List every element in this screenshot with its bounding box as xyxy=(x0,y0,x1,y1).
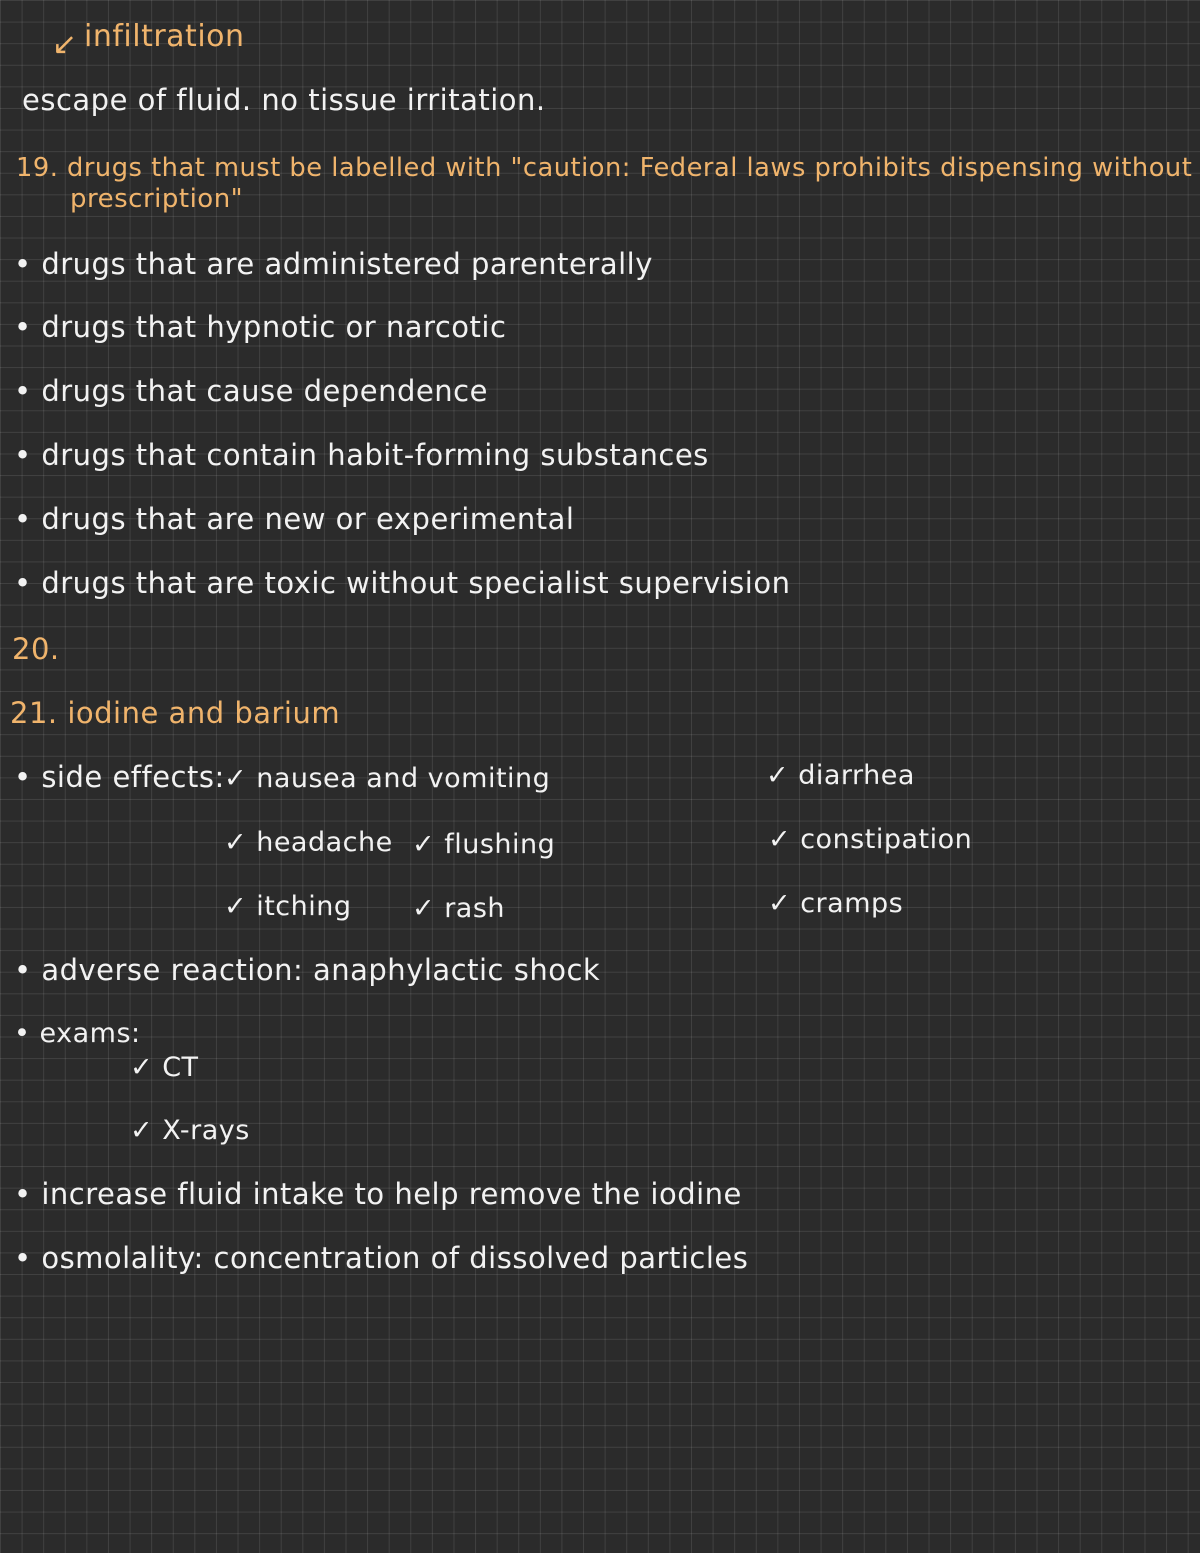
checkmark-arrow-icon: ↙ xyxy=(52,27,78,62)
side-effect-headache: ✓ headache xyxy=(224,827,393,858)
q19-item: • drugs that contain habit-forming substances xyxy=(14,438,709,472)
exam-item: ✓ X-rays xyxy=(130,1115,250,1146)
q20-label: 20. xyxy=(12,632,60,666)
q19-heading-line2: prescription" xyxy=(70,184,244,214)
fluid-intake-note: • increase fluid intake to help remove the iodine xyxy=(14,1177,742,1211)
side-effect-flushing: ✓ flushing xyxy=(412,829,556,860)
side-effect-constipation: ✓ constipation xyxy=(768,824,973,855)
side-effects-label: • side effects: xyxy=(14,760,225,794)
side-effect-rash: ✓ rash xyxy=(412,893,506,924)
infiltration-definition: escape of fluid. no tissue irritation. xyxy=(22,83,546,117)
osmolality-note: • osmolality: concentration of dissolved particles xyxy=(14,1241,749,1275)
q19-item: • drugs that are new or experimental xyxy=(14,502,575,536)
infiltration-heading: infiltration xyxy=(84,19,245,54)
side-effect-itching: ✓ itching xyxy=(224,891,352,922)
q19-item: • drugs that hypnotic or narcotic xyxy=(14,310,507,344)
q19-item: • drugs that are toxic without specialist supervision xyxy=(14,566,791,600)
side-effect-cramps: ✓ cramps xyxy=(768,888,904,919)
q21-heading: 21. iodine and barium xyxy=(10,696,341,730)
adverse-reaction: • adverse reaction: anaphylactic shock xyxy=(14,953,601,987)
q19-item: • drugs that cause dependence xyxy=(14,374,488,408)
q19-item: • drugs that are administered parenterally xyxy=(14,247,653,281)
side-effect-diarrhea: ✓ diarrhea xyxy=(766,760,915,791)
exams-label: • exams: xyxy=(14,1018,141,1049)
side-effect-nausea: ✓ nausea and vomiting xyxy=(224,763,551,794)
q19-heading-line1: 19. drugs that must be labelled with "caution: Federal laws prohibits dispensing without xyxy=(16,153,1193,183)
exam-item: ✓ CT xyxy=(130,1052,199,1083)
